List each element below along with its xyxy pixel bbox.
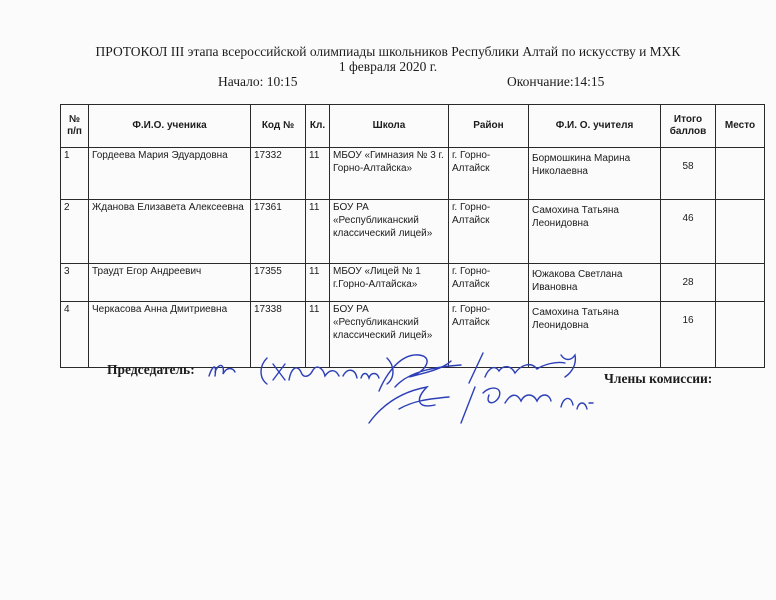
- start-time: Начало: 10:15: [218, 74, 298, 89]
- cell-teacher: Самохина Татьяна Леонидовна: [529, 200, 661, 264]
- cell-district: г. Горно-Алтайск: [449, 200, 529, 264]
- cell-name: Траудт Егор Андреевич: [89, 264, 251, 302]
- end-time: Окончание:14:15: [507, 74, 605, 89]
- col-header-score: Итого баллов: [661, 105, 716, 148]
- cell-num: 3: [61, 264, 89, 302]
- protocol-title: [0, 44, 776, 74]
- cell-place: [716, 264, 765, 302]
- cell-code: 17332: [251, 148, 306, 200]
- chairman-label: Председатель:: [107, 362, 195, 377]
- cell-district: г. Горно-Алтайск: [449, 302, 529, 368]
- col-header-code: Код №: [251, 105, 306, 148]
- cell-place: [716, 302, 765, 368]
- cell-score: 28: [661, 264, 716, 302]
- cell-district: г. Горно-Алтайск: [449, 148, 529, 200]
- col-header-num: № п/п: [61, 105, 89, 148]
- cell-grade: 11: [306, 148, 330, 200]
- cell-score: 16: [661, 302, 716, 368]
- cell-grade: 11: [306, 200, 330, 264]
- cell-code: 17355: [251, 264, 306, 302]
- commission-members-label: Члены комиссии:: [604, 371, 713, 386]
- commission-signatures: [365, 347, 595, 427]
- title-line-1: ПРОТОКОЛ III этапа всероссийской олимпиады школьников Республики Алтай по искусству и МХК: [95, 44, 681, 59]
- cell-name: Гордеева Мария Эдуардовна: [89, 148, 251, 200]
- cell-code: 17361: [251, 200, 306, 264]
- cell-school: МБОУ «Лицей № 1 г.Горно-Алтайска»: [330, 264, 449, 302]
- cell-school: БОУ РА «Республиканский классический лицей»: [330, 302, 449, 368]
- table-row: [61, 148, 765, 200]
- results-table: [60, 104, 765, 368]
- cell-name: Жданова Елизавета Алексеевна: [89, 200, 251, 264]
- col-header-district: Район: [449, 105, 529, 148]
- cell-district: г. Горно-Алтайск: [449, 264, 529, 302]
- table-header-row: [61, 105, 765, 148]
- cell-grade: 11: [306, 302, 330, 368]
- cell-score: 46: [661, 200, 716, 264]
- cell-school: МБОУ «Гимназия № 3 г. Горно-Алтайска»: [330, 148, 449, 200]
- cell-place: [716, 200, 765, 264]
- table-row: [61, 264, 765, 302]
- col-header-name: Ф.И.О. ученика: [89, 105, 251, 148]
- col-header-place: Место: [716, 105, 765, 148]
- cell-num: 4: [61, 302, 89, 368]
- cell-teacher: Самохина Татьяна Леонидовна: [529, 302, 661, 368]
- col-header-grade: Кл.: [306, 105, 330, 148]
- cell-num: 1: [61, 148, 89, 200]
- cell-grade: 11: [306, 264, 330, 302]
- cell-place: [716, 148, 765, 200]
- cell-score: 58: [661, 148, 716, 200]
- cell-code: 17338: [251, 302, 306, 368]
- cell-teacher: Бормошкина Марина Николаевна: [529, 148, 661, 200]
- cell-school: БОУ РА «Республиканский классический лицей»: [330, 200, 449, 264]
- col-header-school: Школа: [330, 105, 449, 148]
- cell-num: 2: [61, 200, 89, 264]
- cell-name: Черкасова Анна Дмитриевна: [89, 302, 251, 368]
- table-row: [61, 200, 765, 264]
- cell-teacher: Южакова Светлана Ивановна: [529, 264, 661, 302]
- title-line-2: 1 февраля 2020 г.: [338, 59, 438, 74]
- col-header-teacher: Ф.И. О. учителя: [529, 105, 661, 148]
